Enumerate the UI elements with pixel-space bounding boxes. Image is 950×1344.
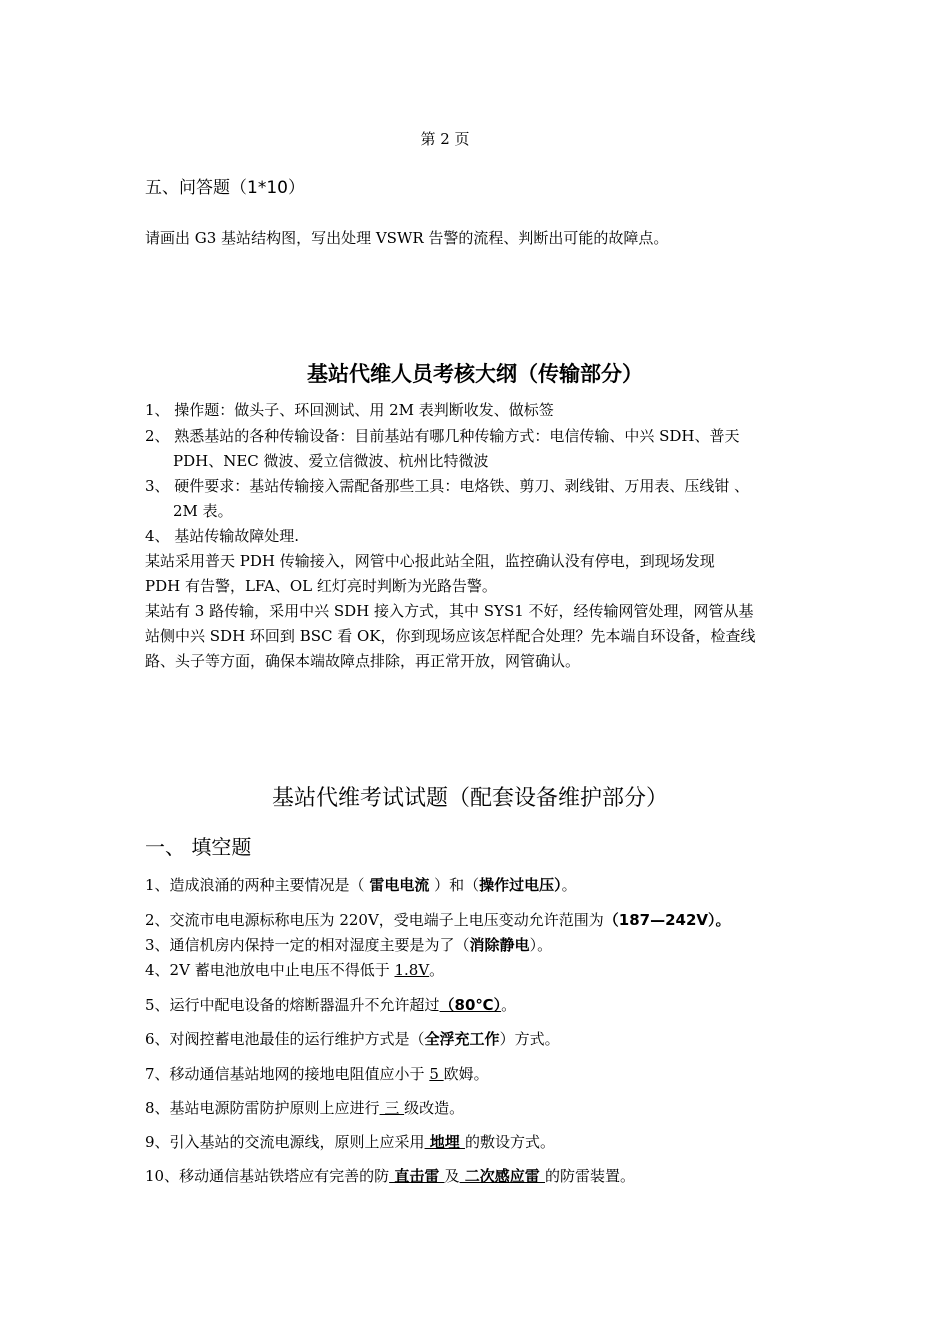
outline-item-3-cont: 2M 表。 [173, 502, 233, 520]
answer-10b: 二次感应雷 [459, 1167, 546, 1185]
question-1: 1、造成浪涌的两种主要情况是（ 雷电电流 ）和（操作过电压）。 [145, 876, 577, 894]
case-1-line-2: PDH 有告警，LFA、OL 红灯亮时判断为光路告警。 [145, 577, 497, 595]
case-2-line-3: 路、头子等方面，确保本端故障点排除，再正常开放，网管确认。 [145, 652, 581, 670]
outline-item-1: 1、 操作题：做头子、环回测试、用 2M 表判断收发、做标签 [145, 401, 554, 419]
question-3: 3、通信机房内保持一定的相对湿度主要是为了（消除静电）。 [145, 936, 553, 954]
outline-title: 基站代维人员考核大纲（传输部分） [307, 362, 643, 386]
answer-3: 消除静电 [469, 936, 530, 954]
outline-item-3: 3、 硬件要求：基站传输接入需配备那些工具：电烙铁、剪刀、剥线钳、万用表、压线钳 、 [145, 477, 750, 495]
case-2-line-1: 某站有 3 路传输，采用中兴 SDH 接入方式，其中 SYS1 不好，经传输网管处理，网管从基 [145, 602, 754, 620]
answer-4: 1.8V [394, 961, 430, 979]
fill-in-heading: 一、 填空题 [145, 835, 252, 859]
case-2-line-2: 站侧中兴 SDH 环回到 BSC 看 OK，你到现场应该怎样配合处理？先本端自环设备，检查线 [145, 627, 756, 645]
question-10: 10、移动通信基站铁塔应有完善的防 直击雷 及 二次感应雷 的防雷装置。 [145, 1167, 636, 1185]
case-1-line-1: 某站采用普天 PDH 传输接入，网管中心报此站全阻，监控确认没有停电，到现场发现 [145, 552, 715, 570]
answer-8: 三 [379, 1099, 405, 1117]
question-2: 2、交流市电电源标称电压为 220V，受电端子上电压变动允许范围为（187—242V）。 [145, 911, 731, 929]
question-5: 5、运行中配电设备的熔断器温升不允许超过（80℃）。 [145, 996, 517, 1014]
answer-1a: 雷电电流 [369, 876, 430, 894]
answer-7: 5 [429, 1065, 444, 1083]
section5-heading: 五、问答题（1*10） [145, 178, 305, 198]
answer-5: （80℃） [439, 996, 502, 1014]
section5-question: 请画出 G3 基站结构图，写出处理 VSWR 告警的流程、判断出可能的故障点。 [145, 229, 669, 247]
page-number: 第 2 页 [420, 130, 470, 148]
outline-item-2-cont: PDH、NEC 微波、爱立信微波、杭州比特微波 [173, 452, 489, 470]
question-6: 6、对阀控蓄电池最佳的运行维护方式是（全浮充工作）方式。 [145, 1030, 560, 1048]
question-4: 4、2V 蓄电池放电中止电压不得低于 1.8V。 [145, 961, 445, 979]
answer-9: 地埋 [424, 1133, 465, 1151]
answer-10a: 直击雷 [389, 1167, 445, 1185]
exam-title: 基站代维考试试题（配套设备维护部分） [271, 786, 668, 811]
question-8: 8、基站电源防雷防护原则上应进行 三 级改造。 [145, 1099, 465, 1117]
question-7: 7、移动通信基站地网的接地电阻值应小于 5 欧姆。 [145, 1065, 489, 1083]
answer-2: （187—242V）。 [603, 911, 731, 929]
question-9: 9、引入基站的交流电源线，原则上应采用 地埋 的敷设方式。 [145, 1133, 556, 1151]
outline-item-2: 2、 熟悉基站的各种传输设备：目前基站有哪几种传输方式：电信传输、中兴 SDH、普天 [145, 427, 740, 445]
outline-item-4: 4、 基站传输故障处理. [145, 527, 300, 545]
answer-6: 全浮充工作 [424, 1030, 500, 1048]
answer-1b: 操作过电压） [479, 876, 562, 894]
